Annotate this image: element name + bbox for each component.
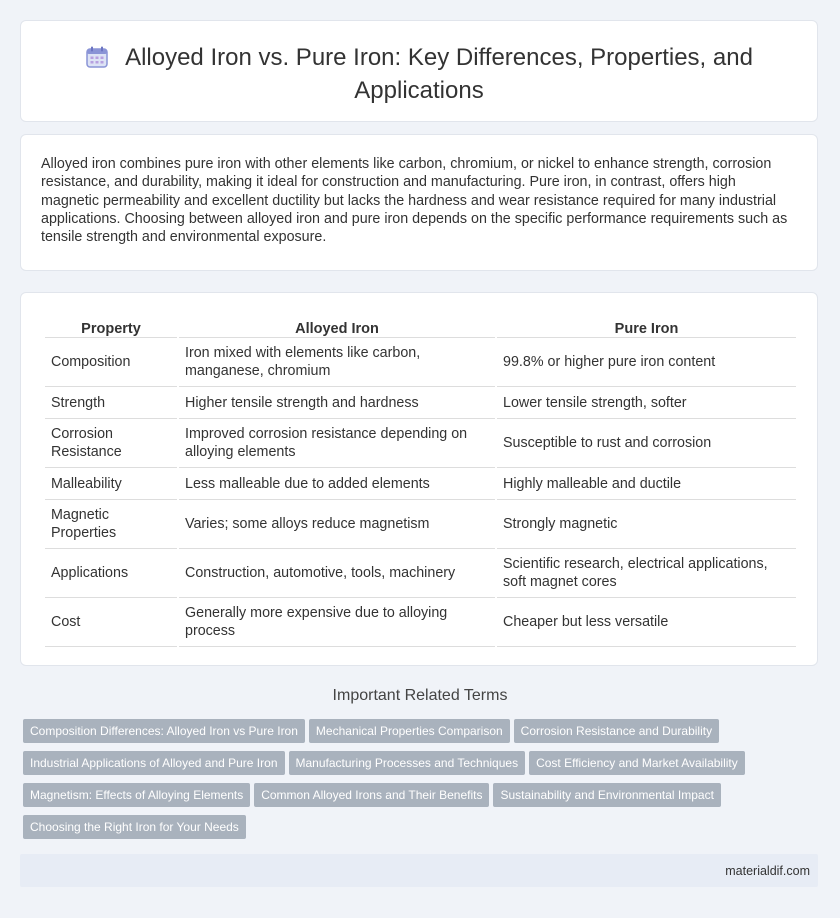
table-cell: Magnetic Properties [45,500,177,549]
column-header: Property [45,313,177,338]
title-card [20,20,818,122]
table-cell: Construction, automotive, tools, machinery [179,549,495,598]
table-row [45,549,796,598]
column-header: Alloyed Iron [179,313,495,338]
table-cell: Malleability [45,468,177,500]
table-cell: Susceptible to rust and corrosion [497,419,796,468]
table-cell: Applications [45,549,177,598]
intro-card [20,134,818,271]
table-cell: Highly malleable and ductile [497,468,796,500]
table-row [45,500,796,549]
table-row [45,598,796,647]
table-cell: Cost [45,598,177,647]
table-cell: Composition [45,338,177,387]
table-cell: Scientific research, electrical applications, soft magnet cores [497,549,796,598]
related-term-tag[interactable]: Cost Efficiency and Market Availability [529,751,745,775]
table-header-row [45,313,796,338]
related-term-tag[interactable]: Choosing the Right Iron for Your Needs [23,815,246,839]
table-row [45,419,796,468]
related-term-tag[interactable]: Industrial Applications of Alloyed and Pure Iron [23,751,285,775]
table-cell: Varies; some alloys reduce magnetism [179,500,495,549]
table-cell: Less malleable due to added elements [179,468,495,500]
comparison-table [43,313,798,647]
page-title: Alloyed Iron vs. Pure Iron: Key Differences, Properties, and Applications [61,43,777,105]
intro-paragraph: Alloyed iron combines pure iron with other elements like carbon, chromium, or nickel to enhance strength, corrosion resistance, and durability, making it ideal for construction and manufacturing. Pure iron, in contrast, offers high magnetic permeability and excellent ductility but lacks the hardness and wear resistance required for many industrial applications. Choosing between alloyed iron and pure iron depends on the specific performance requirements such as tensile strength and environmental exposure. [41,156,788,246]
table-row [45,387,796,419]
table-cell: Higher tensile strength and hardness [179,387,495,419]
table-cell: Improved corrosion resistance depending on alloying elements [179,419,495,468]
table-cell: Strongly magnetic [497,500,796,549]
table-row [45,338,796,387]
related-term-tag[interactable]: Corrosion Resistance and Durability [514,719,719,743]
table-cell: Iron mixed with elements like carbon, manganese, chromium [179,338,495,387]
table-row [45,468,796,500]
table-cell: Strength [45,387,177,419]
related-term-tag[interactable]: Manufacturing Processes and Techniques [289,751,526,775]
footer [20,854,818,887]
column-header: Pure Iron [497,313,796,338]
related-terms-heading: Important Related Terms [332,687,508,704]
table-cell: Corrosion Resistance [45,419,177,468]
related-term-tag[interactable]: Magnetism: Effects of Alloying Elements [23,783,250,807]
table-cell: Lower tensile strength, softer [497,387,796,419]
footer-site-link[interactable]: materialdif.com [725,864,810,878]
related-term-tag[interactable]: Composition Differences: Alloyed Iron vs Pure Iron [23,719,305,743]
related-term-tag[interactable]: Common Alloyed Irons and Their Benefits [254,783,489,807]
related-term-tag[interactable]: Sustainability and Environmental Impact [493,783,720,807]
calendar-icon [85,45,109,76]
table-cell: Cheaper but less versatile [497,598,796,647]
comparison-card [20,292,818,666]
related-term-tag[interactable]: Mechanical Properties Comparison [309,719,510,743]
related-terms-list [23,719,813,847]
table-cell: Generally more expensive due to alloying process [179,598,495,647]
table-cell: 99.8% or higher pure iron content [497,338,796,387]
